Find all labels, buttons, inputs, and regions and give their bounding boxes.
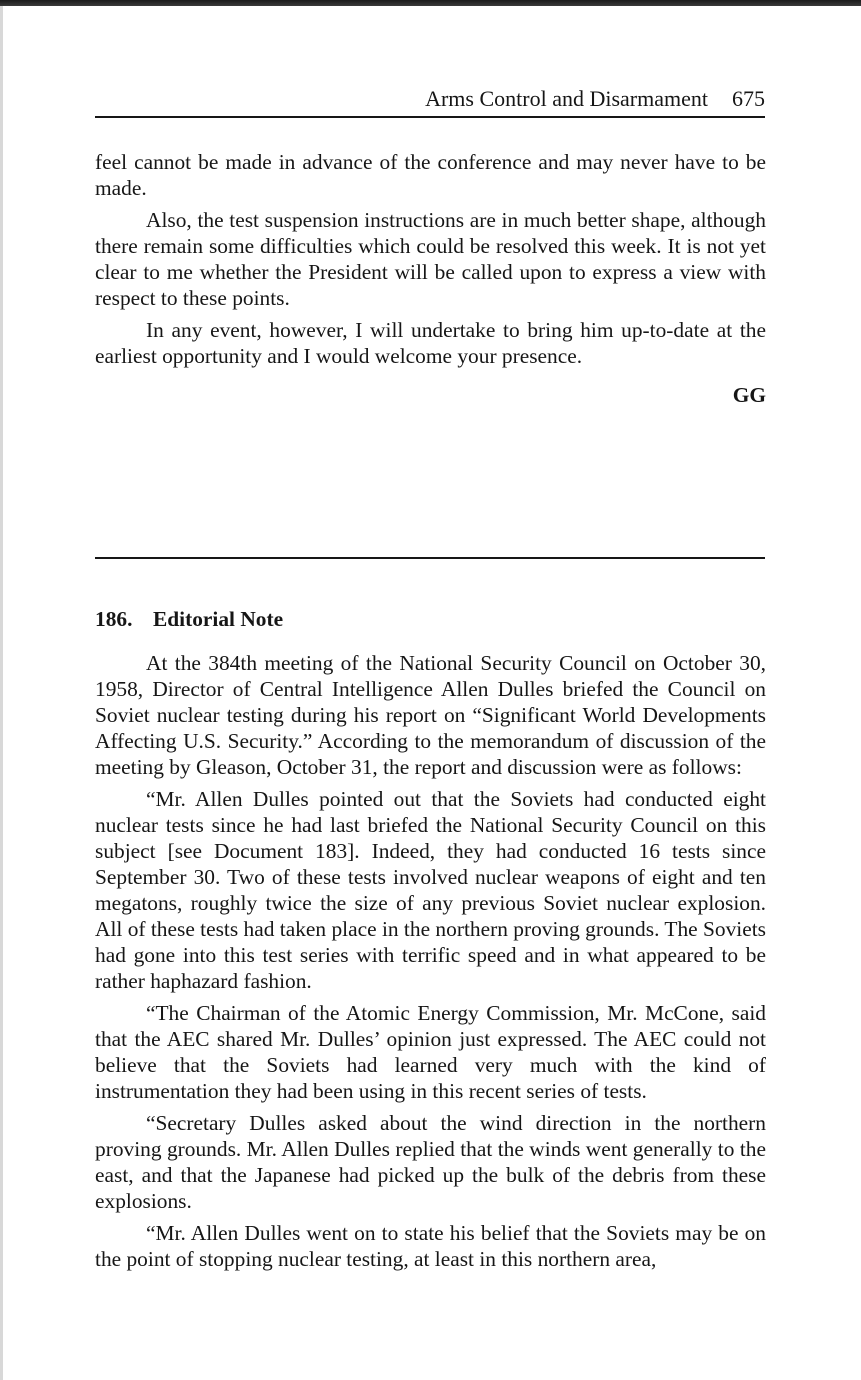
running-title: Arms Control and Disarmament [425,86,708,111]
paragraph: Also, the test suspension instructions are in much better shape, although there remain some difficulties which could be resolved this week. It is not yet clear to me whether the President will be called upon to express a view with respect to these points. [95,208,766,310]
page-number: 675 [732,86,765,111]
paragraph: feel cannot be made in advance of the conference and may never have to be made. [95,150,766,200]
paragraph: “Secretary Dulles asked about the wind direction in the northern proving grounds. Mr. Allen Dulles replied that the winds went generally to the east, and that the Japanese had picked up the bulk of the debris from these explosions. [95,1111,766,1213]
editorial-note-body [95,650,766,1278]
signature-initials: GG [732,383,766,407]
paragraph: At the 384th meeting of the National Security Council on October 30, 1958, Director of Central Intelligence Allen Dulles briefed the Council on Soviet nuclear testing during his report on “Significant World Developments Affecting U.S. Security.” According to the memorandum of discussion of the meeting by Gleason, October 31, the report and discussion were as follows: [95,651,766,779]
section-number: 186. [95,607,133,631]
running-header [95,84,765,114]
section-title: Editorial Note [153,607,284,631]
page-top-edge [0,0,861,6]
paragraph: “The Chairman of the Atomic Energy Commission, Mr. McCone, said that the AEC shared Mr. Dulles’ opinion just expressed. The AEC could not believe that the Soviets had learned very much with the kind of instrumentation they had been using in this recent series of tests. [95,1001,766,1103]
paragraph: “Mr. Allen Dulles pointed out that the Soviets had conducted eight nuclear tests since he had last briefed the National Security Council on this subject [see Document 183]. Indeed, they had conducted 16 tests since September 30. Two of these tests involved nuclear weapons of eight and ten megatons, roughly twice the size of any previous Soviet nuclear explosion. All of these tests had taken place in the northern proving grounds. The Soviets had gone into this test series with terrific speed and in what appeared to be rather haphazard fashion. [95,787,766,993]
header-rule [95,116,765,118]
paragraph: “Mr. Allen Dulles went on to state his belief that the Soviets may be on the point of stopping nuclear testing, at least in this northern area, [95,1221,766,1271]
section-heading [95,605,283,633]
page-left-edge [0,6,3,1380]
paragraph: In any event, however, I will undertake to bring him up-to-date at the earliest opportunity and I would welcome your presence. [95,318,766,368]
continued-text-block [95,149,766,375]
section-divider-rule [95,557,765,559]
